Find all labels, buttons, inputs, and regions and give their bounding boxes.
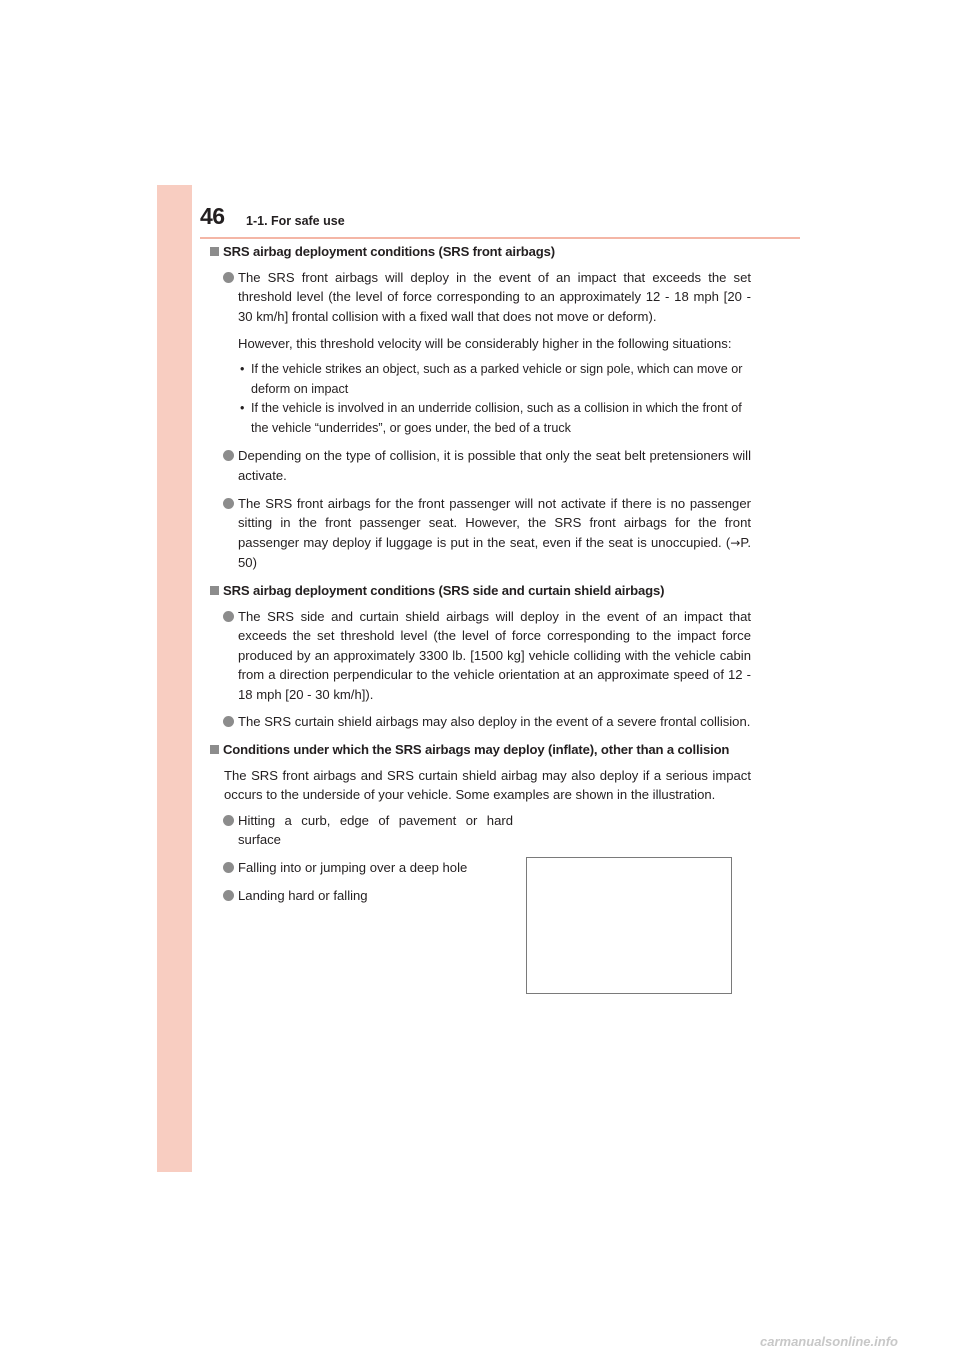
page-header: [200, 205, 800, 239]
circle-bullet-icon: [223, 611, 234, 622]
circle-bullet-icon: [223, 862, 234, 873]
section-front-airbags: [210, 242, 751, 573]
list-item: Hitting a curb, edge of pavement or hard surface: [210, 811, 513, 850]
list-item: The SRS front airbags will deploy in the event of an impact that exceeds the set threshold level (the level of force corresponding to an approximately 12 - 18 mph [20 - 30 km/h] frontal collision with a fixed wall that does not move or deform).: [210, 268, 751, 327]
list-item: Falling into or jumping over a deep hole: [210, 858, 513, 878]
circle-bullet-icon: [223, 498, 234, 509]
page-number: 46: [200, 203, 225, 229]
page-content: [210, 242, 751, 913]
sub-list: [210, 360, 751, 438]
section-title: 1-1. For safe use: [246, 214, 345, 228]
circle-bullet-icon: [223, 272, 234, 283]
square-bullet-icon: [210, 247, 219, 256]
sub-list-item: • If the vehicle is involved in an underride collision, such as a collision in which the front of the vehicle “underrides”, or goes under, the bed of a truck: [240, 401, 742, 435]
list-item: Depending on the type of collision, it is possible that only the seat belt pretensioners will activate.: [210, 446, 751, 485]
list-item: Landing hard or falling: [210, 886, 513, 906]
circle-bullet-icon: [223, 815, 234, 826]
dot-bullet-icon: •: [240, 361, 245, 376]
arrow-right-icon: →: [730, 535, 741, 550]
dot-bullet-icon: •: [240, 401, 245, 416]
square-bullet-icon: [210, 586, 219, 595]
sub-list-item: • If the vehicle strikes an object, such as a parked vehicle or sign pole, which can move or deform on impact: [240, 361, 743, 396]
circle-bullet-icon: [223, 716, 234, 727]
list-item: The SRS front airbags for the front passenger will not activate if there is no passenger sitting in the front passenger seat. However, the SRS front airbags for the front passenger may deploy if luggage is put in the seat, even if the seat is unoccupied. (→P. 50): [210, 494, 751, 573]
page-reference-link[interactable]: (→P. 50): [238, 534, 751, 571]
paragraph: The SRS front airbags and SRS curtain shield airbag may also deploy if a serious impact occurs to the underside of your vehicle. Some examples are shown in the illustration.: [224, 767, 751, 803]
list-item: The SRS curtain shield airbags may also deploy in the event of a severe frontal collision.: [210, 712, 751, 732]
section-heading: SRS airbag deployment conditions (SRS side and curtain shield airbags): [210, 581, 751, 601]
circle-bullet-icon: [223, 450, 234, 461]
watermark: carmanualsonline.info: [760, 1334, 898, 1349]
chapter-side-band: [157, 185, 192, 1172]
illustration-placeholder: [526, 857, 732, 994]
circle-bullet-icon: [223, 890, 234, 901]
section-heading: SRS airbag deployment conditions (SRS front airbags): [210, 242, 751, 262]
section-side-curtain-airbags: [210, 581, 751, 732]
square-bullet-icon: [210, 745, 219, 754]
paragraph: However, this threshold velocity will be considerably higher in the following situations:: [238, 336, 732, 352]
section-heading: Conditions under which the SRS airbags may deploy (inflate), other than a collision: [210, 740, 751, 760]
list-item: The SRS side and curtain shield airbags will deploy in the event of an impact that exceeds the set threshold level (the level of force corresponding to the impact force produced by an approximately 3300 lb. [1500 kg] vehicle colliding with the vehicle cabin from a direction perpendicular to the vehicle orientation at an approximate speed of 12 - 18 mph [20 - 30 km/h]).: [210, 607, 751, 705]
